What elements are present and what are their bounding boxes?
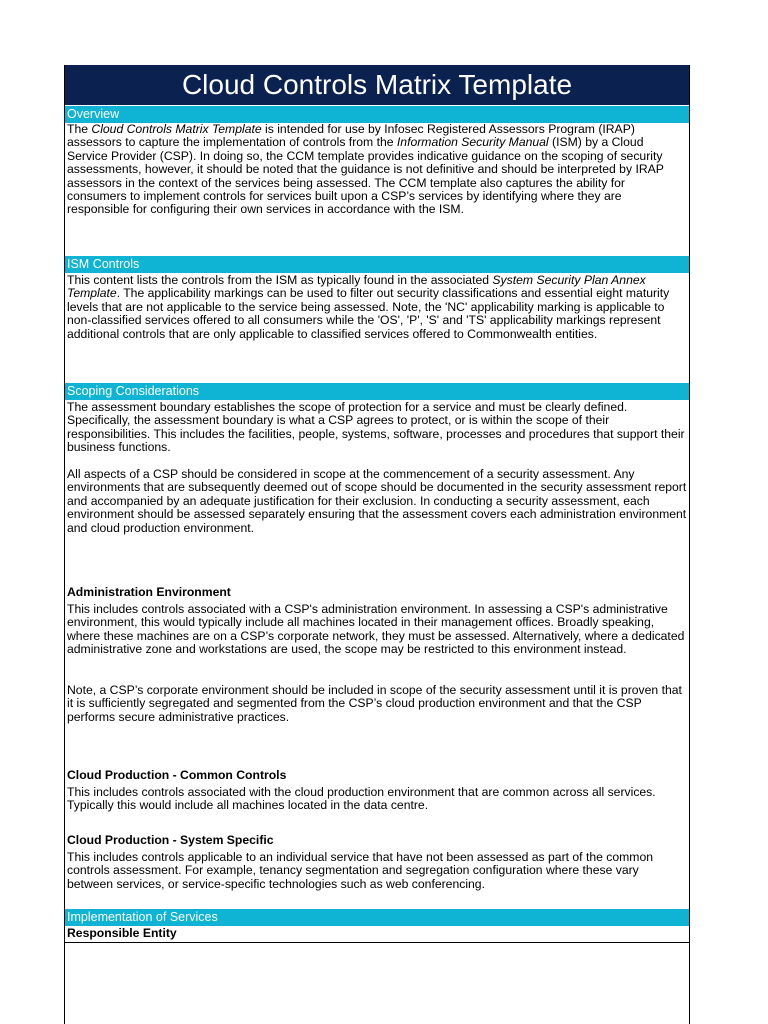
common-controls-heading: Cloud Production - Common Controls (67, 768, 287, 782)
section-header-implementation: Implementation of Services (65, 909, 689, 926)
admin-environment-paragraph-1: This includes controls associated with a CSP's administration environment. In assessing a CSP's administrative environment, this would typically include all machines located in their management offices. Broadly speaking, where these machines are on a CSP’s corporate network, they must be assessed. Alternatively, where a dedicated administrative zone and workstations are used, the scope may be restricted to this environment instead. (67, 602, 685, 657)
system-specific-paragraph: This includes controls applicable to an individual service that have not been assessed as part of the common controls assessment. For example, tenancy segmentation and segregation configuration where these vary between services, or service-specific technologies such as web conferencing. (67, 850, 654, 891)
responsible-entity-heading: Responsible Entity (67, 926, 177, 940)
overview-paragraph: The Cloud Controls Matrix Template is intended for use by Infosec Registered Assessors Program (IRAP) assessors to capture the implementation of controls from the Information Security Manual (ISM) by a Cloud Service Provider (CSP). In doing so, the CCM template provides indicative guidance on the scoping of security assessments, however, it should be noted that the guidance is not definitive and should be interpreted by IRAP assessors in the context of the services being assessed. The CCM template also captures the ability for consumers to implement controls for services built upon a CSP’s services by identifying where they are responsible for configuring their own services in accordance with the ISM. (67, 122, 664, 217)
common-controls-paragraph: This includes controls associated with the cloud production environment that are common across all services. Typically this would include all machines located in the data centre. (67, 785, 656, 813)
document-sheet (64, 65, 690, 1024)
admin-environment-heading: Administration Environment (67, 585, 231, 599)
ism-controls-paragraph: This content lists the controls from the ISM as typically found in the associated System Security Plan Annex Template. The applicability markings can be used to filter out security classifications and essential eight maturity levels that are not applicable to the service being assessed. Note, the 'NC' applicability marking is applicable to non-classified services offered to all consumers while the 'OS', 'P', 'S' and 'TS' applicability markings represent additional controls that are only applicable to classified services offered to Commonwealth entities. (67, 273, 670, 341)
table-rule (65, 942, 689, 943)
scoping-paragraph-1: The assessment boundary establishes the scope of protection for a service and must be clearly defined. Specifically, the assessment boundary is what a CSP agrees to protect, or is within the scope of their responsibilities. This includes the facilities, people, systems, software, processes and procedures that support their business functions. (67, 400, 685, 455)
page-title: Cloud Controls Matrix Template (65, 65, 689, 105)
section-header-overview: Overview (65, 106, 689, 123)
admin-environment-paragraph-2: Note, a CSP’s corporate environment should be included in scope of the security assessment until it is proven that it is sufficiently segregated and segmented from the CSP’s cloud production environment and that the CSP performs secure administrative practices. (67, 683, 682, 724)
scoping-paragraph-2: All aspects of a CSP should be considered in scope at the commencement of a security assessment. Any environments that are subsequently deemed out of scope should be documented in the security assessment report and accompanied by an adequate justification for their exclusion. In conducting a security assessment, each environment should be assessed separately ensuring that the assessment covers each administration environment and cloud production environment. (67, 467, 687, 535)
section-header-ism-controls: ISM Controls (65, 256, 689, 273)
system-specific-heading: Cloud Production - System Specific (67, 833, 274, 847)
section-header-scoping: Scoping Considerations (65, 383, 689, 400)
